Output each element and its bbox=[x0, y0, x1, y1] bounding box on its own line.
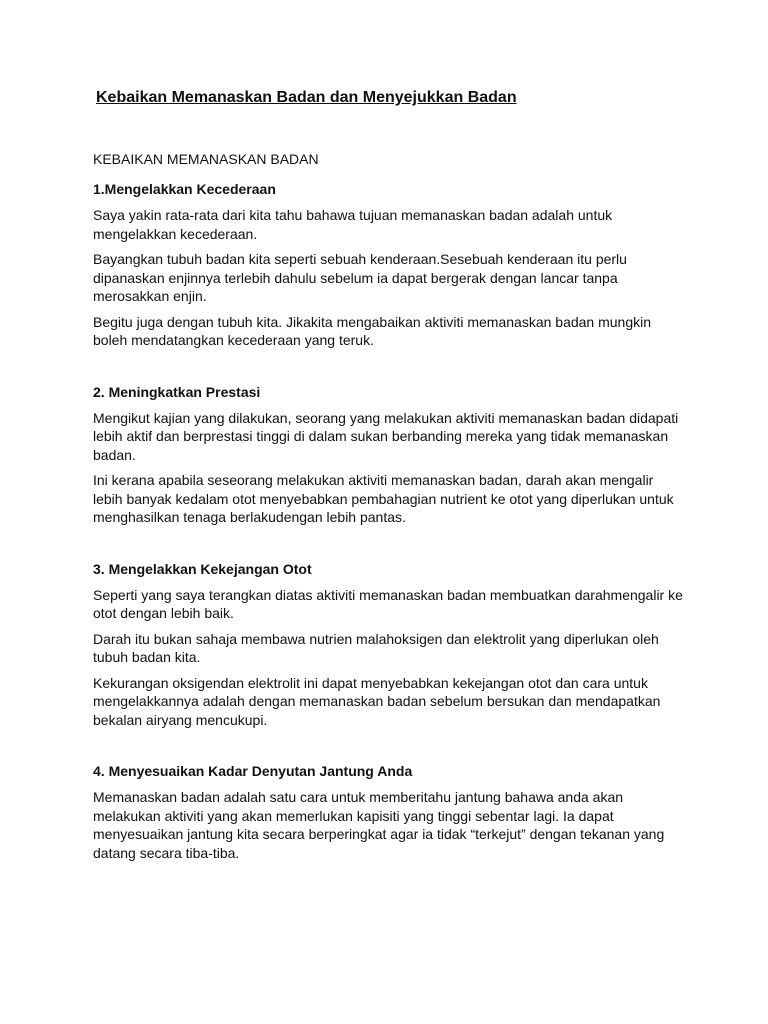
point-heading: 3. Mengelakkan Kekejangan Otot bbox=[93, 560, 312, 577]
paragraph: Seperti yang saya terangkan diatas aktiviti memanaskan badan membuatkan darahmengalir ke otot dengan lebih baik. bbox=[93, 586, 683, 621]
section-spacer bbox=[93, 534, 683, 560]
document-body bbox=[93, 150, 683, 869]
paragraph: Begitu juga dengan tubuh kita. Jikakita mengabaikan aktiviti memanaskan badan mungkin boleh mendatangkan kecederaan yang teruk. bbox=[93, 313, 652, 348]
section-spacer bbox=[93, 357, 683, 383]
section-heading: KEBAIKAN MEMANASKAN BADAN bbox=[93, 151, 319, 167]
paragraph: Memanaskan badan adalah satu cara untuk memberitahu jantung bahawa anda akan melakukan aktiviti yang akan memerlukan kapisiti yang tinggi sebentar lagi. Ia dapat menyesuaikan jantung kita secara berperingkat agar ia tidak “terkejut” dengan tekanan yang datang secara tiba-tiba. bbox=[93, 789, 665, 861]
document-title: Kebaikan Memanaskan Badan dan Menyejukkan Badan bbox=[96, 89, 517, 106]
point-3 bbox=[93, 560, 683, 730]
point-1 bbox=[93, 180, 683, 350]
section-spacer bbox=[93, 736, 683, 762]
point-2 bbox=[93, 383, 683, 527]
point-4 bbox=[93, 762, 683, 862]
point-heading: 1.Mengelakkan Kecederaan bbox=[93, 181, 276, 197]
paragraph: Bayangkan tubuh badan kita seperti sebuah kenderaan.Sesebuah kenderaan itu perlu dipanaskan enjinnya terlebih dahulu sebelum ia dapat bergerak dengan lancar tanpa merosakkan enjin. bbox=[93, 251, 627, 304]
paragraph: Darah itu bukan sahaja membawa nutrien malahoksigen dan elektrolit yang diperlukan oleh tubuh badan kita. bbox=[93, 630, 659, 665]
paragraph: Mengikut kajian yang dilakukan, seorang yang melakukan aktiviti memanaskan badan didapati lebih aktif dan berprestasi tinggi di dalam sukan berbanding mereka yang tidak memanaskan badan. bbox=[93, 409, 679, 463]
point-heading: 4. Menyesuaikan Kadar Denyutan Jantung Anda bbox=[93, 763, 413, 779]
paragraph: Saya yakin rata-rata dari kita tahu bahawa tujuan memanaskan badan adalah untuk mengelakkan kecederaan. bbox=[93, 207, 613, 242]
paragraph: Ini kerana apabila seseorang melakukan aktiviti memanaskan badan, darah akan mengalir lebih banyak kedalam otot menyebabkan pembahagian nutrient ke otot yang diperlukan untuk menghasilkan tenaga berlakudengan lebih pantas. bbox=[93, 472, 674, 525]
paragraph: Kekurangan oksigendan elektrolit ini dapat menyebabkan kekejangan otot dan cara untuk mengelakkannya adalah dengan memanaskan badan sebelum bersukan dan mendapatkan bekalan airyang mencukupi. bbox=[93, 674, 661, 728]
point-heading: 2. Meningkatkan Prestasi bbox=[93, 383, 261, 400]
